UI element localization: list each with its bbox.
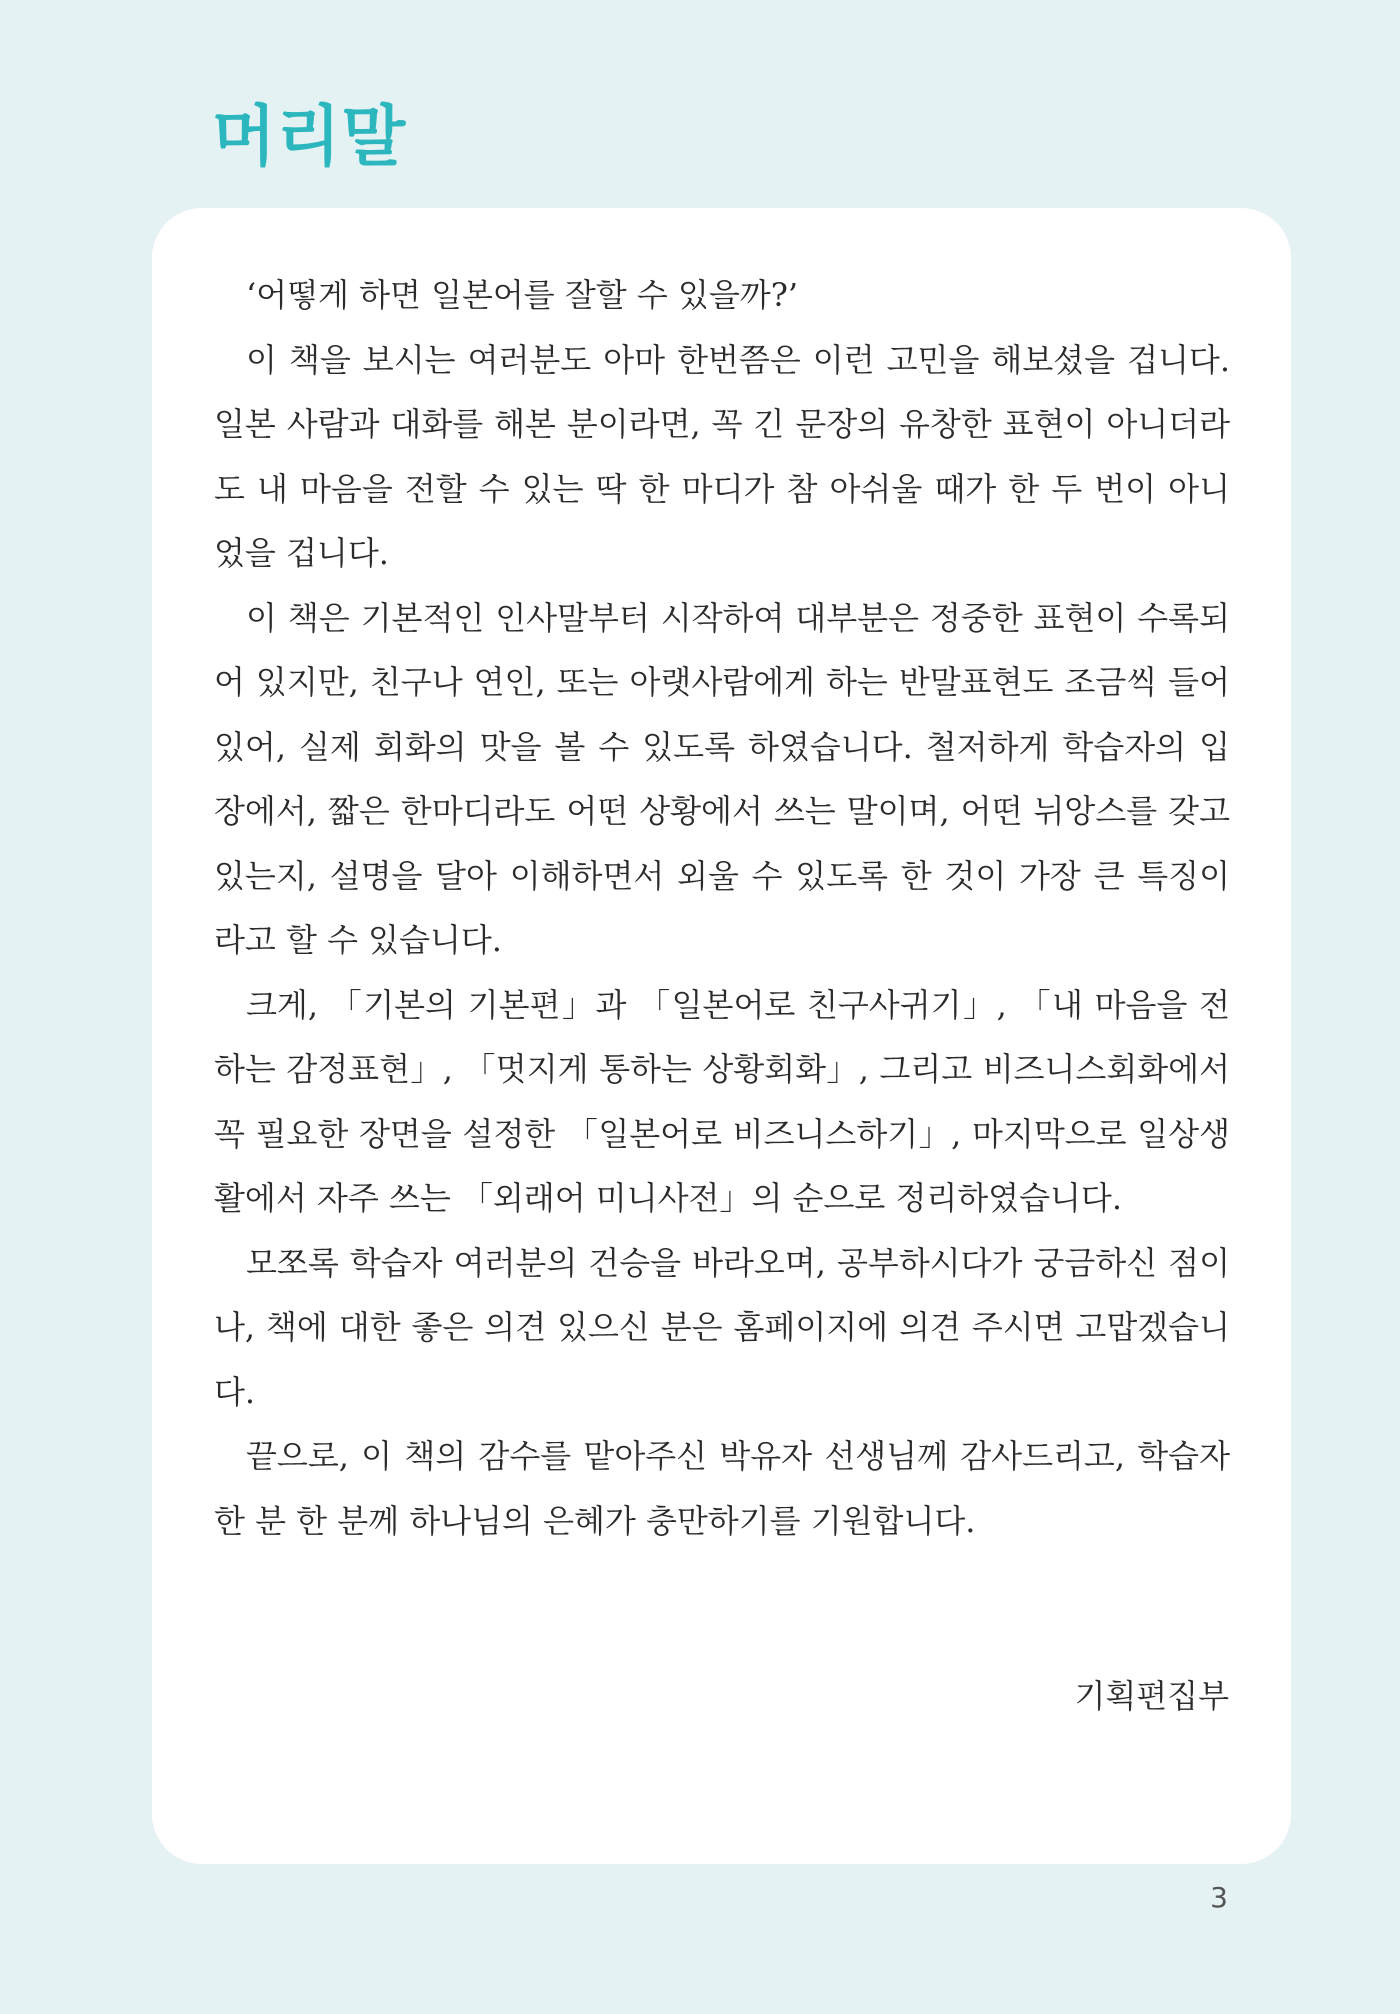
- page-title: 머리말: [212, 98, 407, 175]
- paragraph: 이 책은 기본적인 인사말부터 시작하여 대부분은 정중한 표현이 수록되어 있지만, 친구나 연인, 또는 아랫사람에게 하는 반말표현도 조금씩 들어 있어, 실제 회화의 맛을 볼 수 있도록 하였습니다. 철저하게 학습자의 입장에서, 짧은 한마디라도 어떤 상황에서 쓰는 말이며, 어떤 뉘앙스를 갖고 있는지, 설명을 달아 이해하면서 외울 수 있도록 한 것이 가장 큰 특징이라고 할 수 있습니다.: [214, 598, 1230, 959]
- page-number: 3: [1210, 1881, 1228, 1914]
- paragraph: 크게, 「기본의 기본편」과 「일본어로 친구사귀기」, 「내 마음을 전하는 감정표현」, 「멋지게 통하는 상황회화」, 그리고 비즈니스회화에서 꼭 필요한 장면을 설정한 「일본어로 비즈니스하기」, 마지막으로 일상생활에서 자주 쓰는 「외래어 미니사전」의 순으로 정리하였습니다.: [214, 985, 1230, 1217]
- paragraph: 이 책을 보시는 여러분도 아마 한번쯤은 이런 고민을 해보셨을 겁니다. 일본 사람과 대화를 해본 분이라면, 꼭 긴 문장의 유창한 표현이 아니더라도 내 마음을 전할 수 있는 딱 한 마디가 참 아쉬울 때가 한 두 번이 아니었을 겁니다.: [214, 340, 1230, 572]
- preface-body: [214, 263, 1230, 1553]
- paragraph: 끝으로, 이 책의 감수를 맡아주신 박유자 선생님께 감사드리고, 학습자 한 분 한 분께 하나님의 은혜가 충만하기를 기원합니다.: [214, 1437, 1230, 1540]
- content-card: [152, 208, 1291, 1864]
- paragraph: 모쪼록 학습자 여러분의 건승을 바라오며, 공부하시다가 궁금하신 점이나, 책에 대한 좋은 의견 있으신 분은 홈페이지에 의견 주시면 고맙겠습니다.: [214, 1243, 1230, 1411]
- signature: 기획편집부: [1074, 1677, 1229, 1715]
- paragraph: ‘어떻게 하면 일본어를 잘할 수 있을까?’: [246, 276, 799, 314]
